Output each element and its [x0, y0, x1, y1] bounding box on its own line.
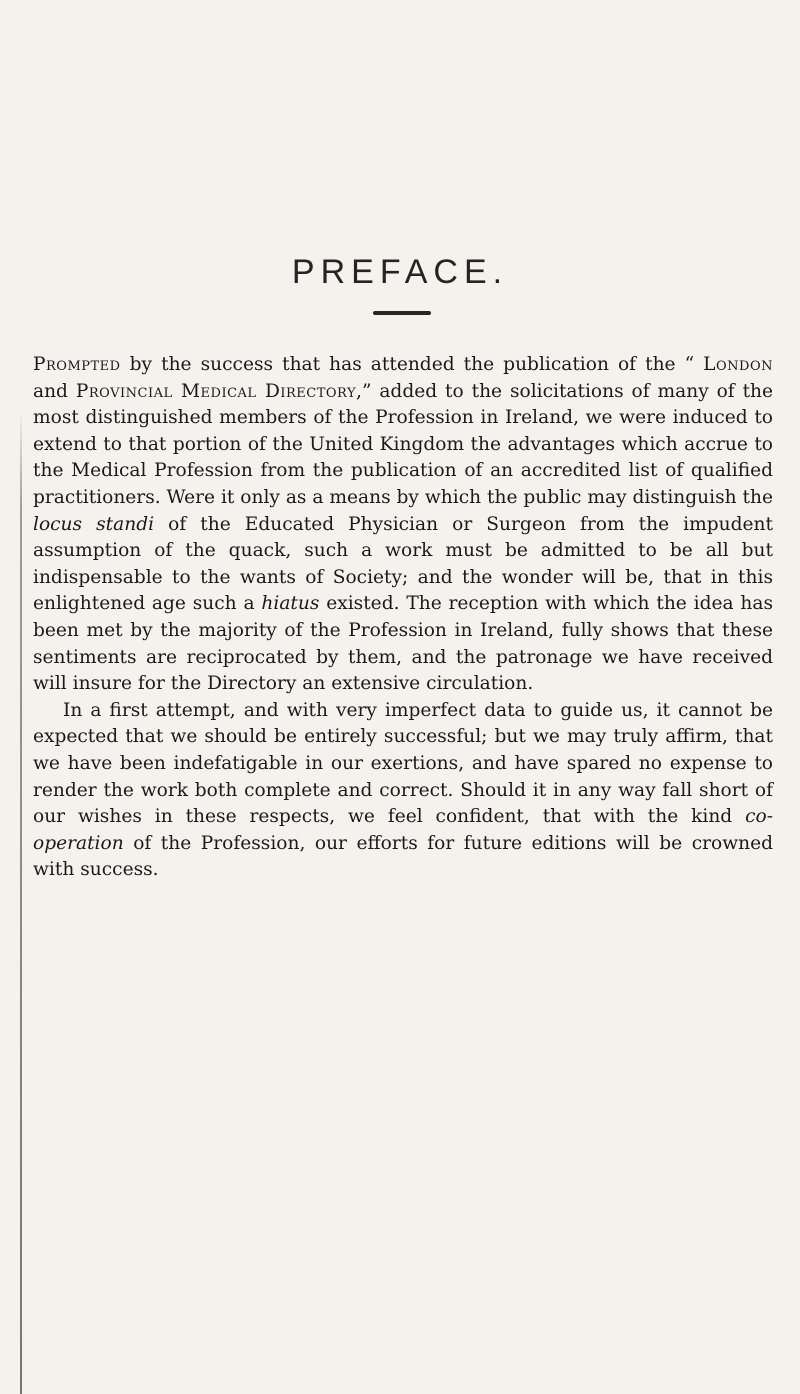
- text-segment: by the success that has attended the publication of the “: [120, 354, 704, 375]
- text-segment: ,” added to the solicitations of many of the most distinguished members of the Profession in Ireland, we were induced to extend to that portion of the United Kingdom the advantages which accrue to the Medical Profession from the publication of an accredited list of qualified practitioners. Were it only as a means by which the public may distinguish the: [33, 380, 774, 508]
- preface-body: [33, 352, 773, 884]
- text-segment: locus standi: [33, 513, 155, 535]
- text-segment: and: [33, 380, 76, 402]
- text-segment: London: [703, 354, 773, 375]
- text-segment: co-operation: [33, 806, 773, 854]
- paragraph-2: [33, 698, 773, 884]
- text-segment: Prompted: [33, 354, 121, 375]
- text-segment: of the Profession, our efforts for future editions will be crowned with success.: [33, 832, 773, 881]
- text-segment: Provincial Medical Directory: [75, 380, 357, 402]
- text-segment: In a first attempt, and with very imperfect data to guide us, it cannot be expected that we should be entirely successful; but we may truly affirm, that we have been indefatigable in our exertions, and have spared no expense to render the work both complete and correct. Should it in any way fall short of our wishes in these respects, we feel confident, that with the kind: [33, 699, 773, 828]
- paragraph-1: [33, 352, 773, 698]
- title-divider: [373, 311, 431, 315]
- text-segment: hiatus: [261, 593, 320, 615]
- binding-edge: [20, 410, 22, 1394]
- page-title: PREFACE.: [291, 252, 509, 291]
- text-segment: existed. The reception with which the idea has been met by the majority of the Profession in Ireland, fully shows that these sentiments are reciprocated by them, and the patronage we have received will insure for the Directory an extensive circulation.: [33, 593, 773, 695]
- text-segment: of the Educated Physician or Surgeon from the impudent assumption of the quack, such a work must be admitted to be all but indispensable to the wants of Society; and the wonder will be, that in this enlightened age such a: [33, 513, 773, 615]
